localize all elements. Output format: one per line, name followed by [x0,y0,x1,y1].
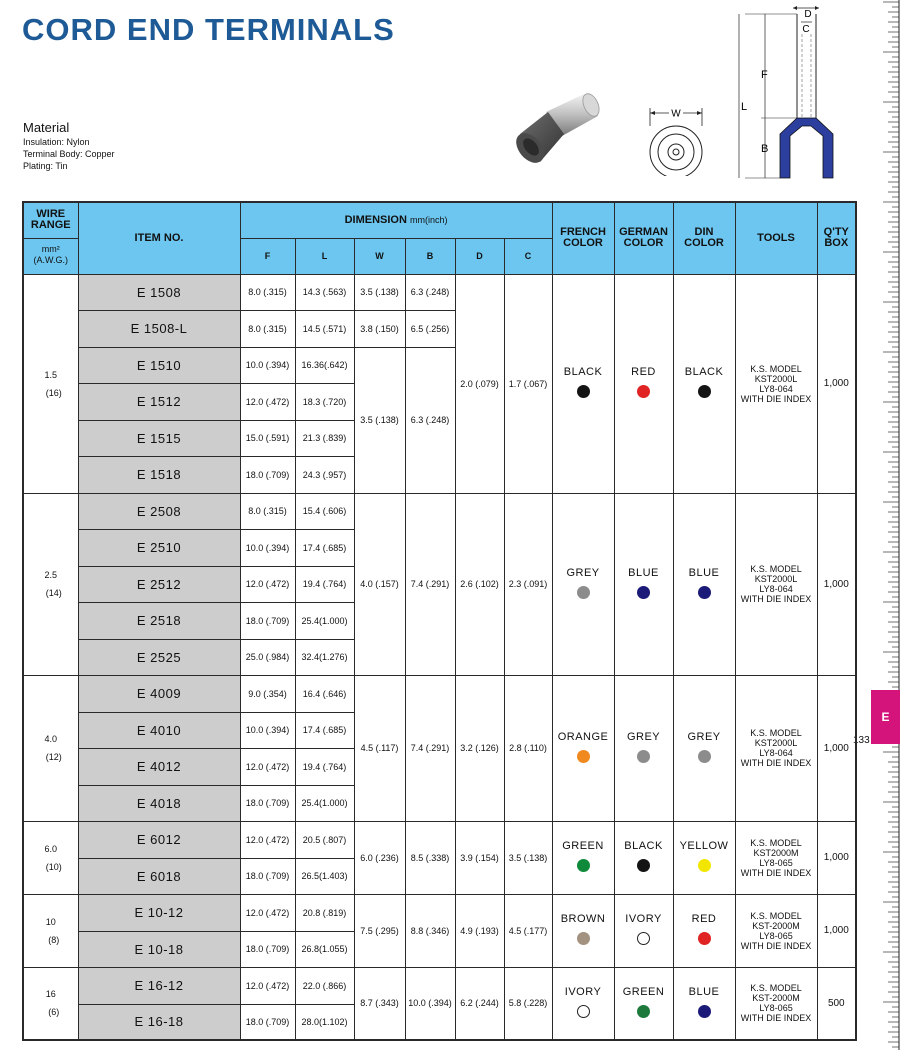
din-color-name: BLUE [688,566,720,579]
spec-table [22,201,857,1041]
item-number: E 1518 [78,456,240,493]
dim-l: 14.5 (.571) [295,310,354,347]
tools-line: K.S. MODEL [750,363,802,374]
dim-l: 28.0(1.102) [295,1004,354,1040]
table-row [23,274,856,310]
dim-b: 7.4 (.291) [405,675,455,821]
tools-cell [735,894,817,967]
french-color-cell [552,675,614,821]
dim-l: 16.36(.642) [295,347,354,383]
tools-line: LY8-064 [759,584,793,594]
french-color-cell [552,493,614,675]
item-number: E 2518 [78,602,240,639]
wire-range-cell [23,675,78,821]
french-color-name: GREEN [562,840,604,852]
dim-b: 6.5 (.256) [405,310,455,347]
german-color-name: IVORY [625,913,662,925]
dim-l: 32.4(1.276) [295,639,354,675]
qty-box: 1,000 [817,821,856,894]
dim-b: 8.8 (.346) [405,894,455,967]
qty-box: 500 [817,967,856,1040]
material-plating: Plating: Tin [23,161,68,171]
item-number: E 4009 [78,675,240,712]
french-color-name: IVORY [564,985,602,998]
wire-range-awg: (12) [45,752,62,762]
dim-w: 3.8 (.150) [354,310,405,347]
wire-range-value: 4.0 [44,734,57,744]
german-color-name: BLUE [628,566,659,579]
din-color-swatch [698,1005,711,1018]
f-label: F [761,69,768,81]
tools-line: LY8-065 [759,930,793,941]
din-color-swatch [698,750,711,763]
dim-b: 6.3 (.248) [405,274,455,310]
header-dimension-label: DIMENSION [344,213,407,226]
german-color-cell [614,967,673,1040]
item-number: E 10-12 [78,894,240,931]
header-c: C [504,238,552,274]
table-row [23,821,856,858]
dim-l: 26.5(1.403) [295,858,354,894]
item-number: E 1508-L [78,310,240,347]
wire-unit-mm: mm² [41,243,60,254]
dim-w: 3.5 (.138) [354,274,405,310]
tools-line: WITH DIE INDEX [740,758,812,768]
header-dimension-unit: mm(inch) [409,214,448,225]
qty-box: 1,000 [817,493,856,675]
side-view-diagram [735,6,845,186]
header-l: L [295,238,354,274]
din-color-cell [673,493,735,675]
german-color-name: GREEN [622,985,665,998]
french-color-swatch [577,1005,590,1018]
french-color-name: BROWN [560,913,606,925]
dim-f: 12.0 (.472) [240,383,295,420]
dim-f: 12.0 (.472) [240,566,295,602]
dim-f: 18.0 (.709) [240,602,295,639]
tools-line: WITH DIE INDEX [740,940,812,951]
din-color-cell [673,967,735,1040]
french-color-swatch [577,750,590,763]
dim-b: 7.4 (.291) [405,493,455,675]
german-color-swatch [637,750,650,763]
item-number: E 1515 [78,420,240,456]
table-row [23,967,856,1004]
wire-range-awg: (6) [48,1007,60,1018]
french-color-cell [552,967,614,1040]
din-color-cell [673,274,735,493]
dim-f: 18.0 (.709) [240,785,295,821]
dim-f: 18.0 (.709) [240,1004,295,1040]
header-qty-box: Q'TY BOX [817,202,856,274]
tools-line: LY8-064 [759,383,793,394]
german-color-swatch [637,859,650,872]
dim-l: 25.4(1.000) [295,602,354,639]
dim-l: 15.4 (.606) [295,493,354,529]
material-insulation: Insulation: Nylon [23,137,90,147]
wire-range-value: 10 [45,916,56,927]
w-label: W [671,108,681,120]
qty-box: 1,000 [817,894,856,967]
dim-f: 8.0 (.315) [240,493,295,529]
c-label: C [802,24,810,35]
tools-cell [735,967,817,1040]
french-color-swatch [577,859,590,872]
dim-l: 26.8(1.055) [295,931,354,967]
header-w: W [354,238,405,274]
french-color-name: BLACK [563,366,603,378]
wire-range-cell [23,821,78,894]
dim-b: 8.5 (.338) [405,821,455,894]
din-color-cell [673,894,735,967]
wire-range-value: 2.5 [44,570,57,580]
wire-range-value: 6.0 [44,843,57,854]
header-wire-range: WIRE RANGE [23,202,78,238]
dim-c: 2.8 (.110) [504,675,552,821]
dim-c: 4.5 (.177) [504,894,552,967]
table-row [23,894,856,931]
dim-f: 12.0 (.472) [240,894,295,931]
qty-box: 1,000 [817,675,856,821]
dim-l: 24.3 (.957) [295,456,354,493]
header-tools: TOOLS [735,202,817,274]
din-color-name: BLUE [688,985,720,998]
header-french-color: FRENCH COLOR [552,202,614,274]
page-title: CORD END TERMINALS [22,12,395,47]
dim-f: 12.0 (.472) [240,967,295,1004]
tools-line: K.S. MODEL [750,837,802,848]
header-dimension [240,202,552,238]
dim-f: 9.0 (.354) [240,675,295,712]
dim-w: 8.7 (.343) [354,967,405,1040]
material-heading: Material [23,120,70,135]
din-color-name: RED [691,913,717,925]
dim-l: 19.4 (.764) [295,566,354,602]
wire-range-cell [23,493,78,675]
german-color-swatch [637,586,650,599]
dim-w: 6.0 (.236) [354,821,405,894]
french-color-cell [552,894,614,967]
dim-f: 12.0 (.472) [240,821,295,858]
german-color-name: GREY [626,730,661,743]
dim-l: 17.4 (.685) [295,529,354,566]
tools-cell [735,675,817,821]
french-color-swatch [577,932,590,945]
tools-line: LY8-065 [759,1003,793,1014]
wire-range-awg: (8) [48,934,60,945]
french-color-cell [552,821,614,894]
dim-f: 8.0 (.315) [240,310,295,347]
din-color-name: BLACK [684,366,724,378]
tools-line: WITH DIE INDEX [740,594,812,604]
dim-l: 18.3 (.720) [295,383,354,420]
wire-range-cell [23,274,78,493]
wire-unit-awg: (A.W.G.) [33,254,68,265]
dim-l: 22.0 (.866) [295,967,354,1004]
dim-l: 16.4 (.646) [295,675,354,712]
french-color-cell [552,274,614,493]
dim-w: 4.5 (.117) [354,675,405,821]
dim-l: 21.3 (.839) [295,420,354,456]
d-label: D [804,9,812,20]
dim-f: 10.0 (.394) [240,347,295,383]
german-color-cell [614,675,673,821]
german-color-cell [614,821,673,894]
din-color-swatch [698,932,711,945]
item-number: E 10-18 [78,931,240,967]
item-number: E 6018 [78,858,240,894]
l-label: L [741,101,748,113]
table-row [23,675,856,712]
german-color-name: BLACK [624,840,663,852]
dim-f: 10.0 (.394) [240,712,295,748]
german-color-cell [614,894,673,967]
dim-f: 10.0 (.394) [240,529,295,566]
qty-box: 1,000 [817,274,856,493]
item-number: E 1508 [78,274,240,310]
tools-line: WITH DIE INDEX [740,867,812,878]
tools-cell [735,274,817,493]
dim-c: 3.5 (.138) [504,821,552,894]
dim-c: 2.3 (.091) [504,493,552,675]
tools-line: KST-2000M [752,993,800,1004]
tools-line: K.S. MODEL [750,564,802,574]
din-color-cell [673,821,735,894]
dim-b: 10.0 (.394) [405,967,455,1040]
page-number: 133 [853,735,870,746]
tools-line: LY8-065 [759,857,793,868]
tools-line: KST2000L [754,373,798,384]
dim-l: 20.8 (.819) [295,894,354,931]
german-color-swatch [637,1005,650,1018]
item-number: E 16-18 [78,1004,240,1040]
tools-line: KST-2000M [752,920,800,931]
tools-line: WITH DIE INDEX [740,393,812,404]
din-color-swatch [698,859,711,872]
french-color-name: ORANGE [557,730,609,743]
item-number: E 16-12 [78,967,240,1004]
french-color-name: GREY [566,566,600,579]
tools-line: LY8-064 [759,748,793,758]
wire-range-awg: (16) [45,387,62,398]
dim-w: 4.0 (.157) [354,493,405,675]
tools-cell [735,821,817,894]
dim-f: 18.0 (.709) [240,931,295,967]
item-number: E 1512 [78,383,240,420]
wire-range-value: 16 [45,989,56,1000]
header-german-color: GERMAN COLOR [614,202,673,274]
wire-range-value: 1.5 [44,369,57,380]
german-color-cell [614,493,673,675]
header-d: D [455,238,504,274]
din-color-swatch [698,385,711,398]
german-color-swatch [637,932,650,945]
dim-f: 8.0 (.315) [240,274,295,310]
tools-line: K.S. MODEL [750,983,802,994]
dim-d: 6.2 (.244) [455,967,504,1040]
dim-f: 18.0 (.709) [240,456,295,493]
item-number: E 2510 [78,529,240,566]
tools-line: WITH DIE INDEX [740,1013,812,1024]
dim-l: 20.5 (.807) [295,821,354,858]
dim-b: 6.3 (.248) [405,347,455,493]
tools-line: K.S. MODEL [750,728,802,738]
dim-d: 2.0 (.079) [455,274,504,493]
wire-range-cell [23,967,78,1040]
terminal-photo [512,90,607,175]
dim-l: 17.4 (.685) [295,712,354,748]
header-din-color: DIN COLOR [673,202,735,274]
wire-range-awg: (10) [45,861,62,872]
header-b: B [405,238,455,274]
item-number: E 4018 [78,785,240,821]
front-view-diagram [642,104,714,176]
din-color-cell [673,675,735,821]
material-body: Terminal Body: Copper [23,149,115,159]
dim-f: 15.0 (.591) [240,420,295,456]
dim-f: 18.0 (.709) [240,858,295,894]
item-number: E 4010 [78,712,240,748]
dim-d: 3.2 (.126) [455,675,504,821]
dim-d: 3.9 (.154) [455,821,504,894]
dim-c: 5.8 (.228) [504,967,552,1040]
wire-range-cell [23,894,78,967]
dim-l: 19.4 (.764) [295,748,354,785]
tools-line: KST2000L [754,574,798,584]
item-number: E 2508 [78,493,240,529]
section-tab[interactable]: E [871,690,900,744]
page-edge-ruler [880,0,900,1050]
german-color-swatch [637,385,650,398]
tools-line: K.S. MODEL [750,910,802,921]
item-number: E 2512 [78,566,240,602]
din-color-name: YELLOW [679,840,729,852]
din-color-swatch [698,586,711,599]
tools-cell [735,493,817,675]
material-info [23,120,115,172]
item-number: E 4012 [78,748,240,785]
french-color-swatch [577,385,590,398]
table-row [23,493,856,529]
header-f: F [240,238,295,274]
wire-range-awg: (14) [45,588,62,598]
dim-w: 3.5 (.138) [354,347,405,493]
b-label: B [761,143,769,155]
dim-f: 25.0 (.984) [240,639,295,675]
header-item-no: ITEM NO. [78,202,240,274]
item-number: E 1510 [78,347,240,383]
german-color-name: RED [631,366,656,378]
tools-line: KST2000M [753,847,799,858]
dim-l: 14.3 (.563) [295,274,354,310]
din-color-name: GREY [687,730,721,743]
dim-d: 2.6 (.102) [455,493,504,675]
header-wire-unit [23,238,78,274]
tools-line: KST2000L [754,738,798,748]
dim-w: 7.5 (.295) [354,894,405,967]
item-number: E 2525 [78,639,240,675]
french-color-swatch [577,586,590,599]
dim-l: 25.4(1.000) [295,785,354,821]
dim-f: 12.0 (.472) [240,748,295,785]
item-number: E 6012 [78,821,240,858]
german-color-cell [614,274,673,493]
dim-c: 1.7 (.067) [504,274,552,493]
dim-d: 4.9 (.193) [455,894,504,967]
